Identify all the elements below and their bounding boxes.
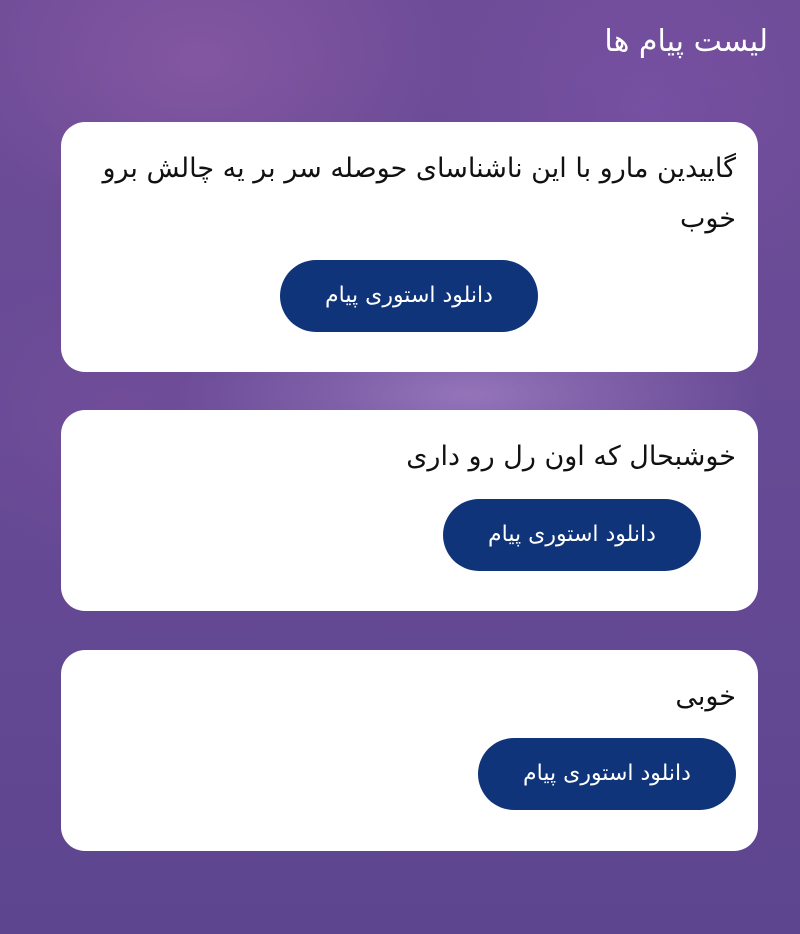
page-title: لیست پیام ها [604,24,768,59]
message-text: خوشبحال که اون رل رو داری [406,441,736,472]
download-story-button[interactable]: دانلود استوری پیام [443,499,701,571]
message-text: گاییدین مارو با این ناشناسای حوصله سر بر یه چالش برو خوب [102,153,736,234]
message-card [61,650,758,851]
download-story-button[interactable]: دانلود استوری پیام [280,260,538,332]
message-card [61,122,758,372]
message-text: خوبی [675,681,736,712]
message-card [61,410,758,611]
download-story-button[interactable]: دانلود استوری پیام [478,738,736,810]
